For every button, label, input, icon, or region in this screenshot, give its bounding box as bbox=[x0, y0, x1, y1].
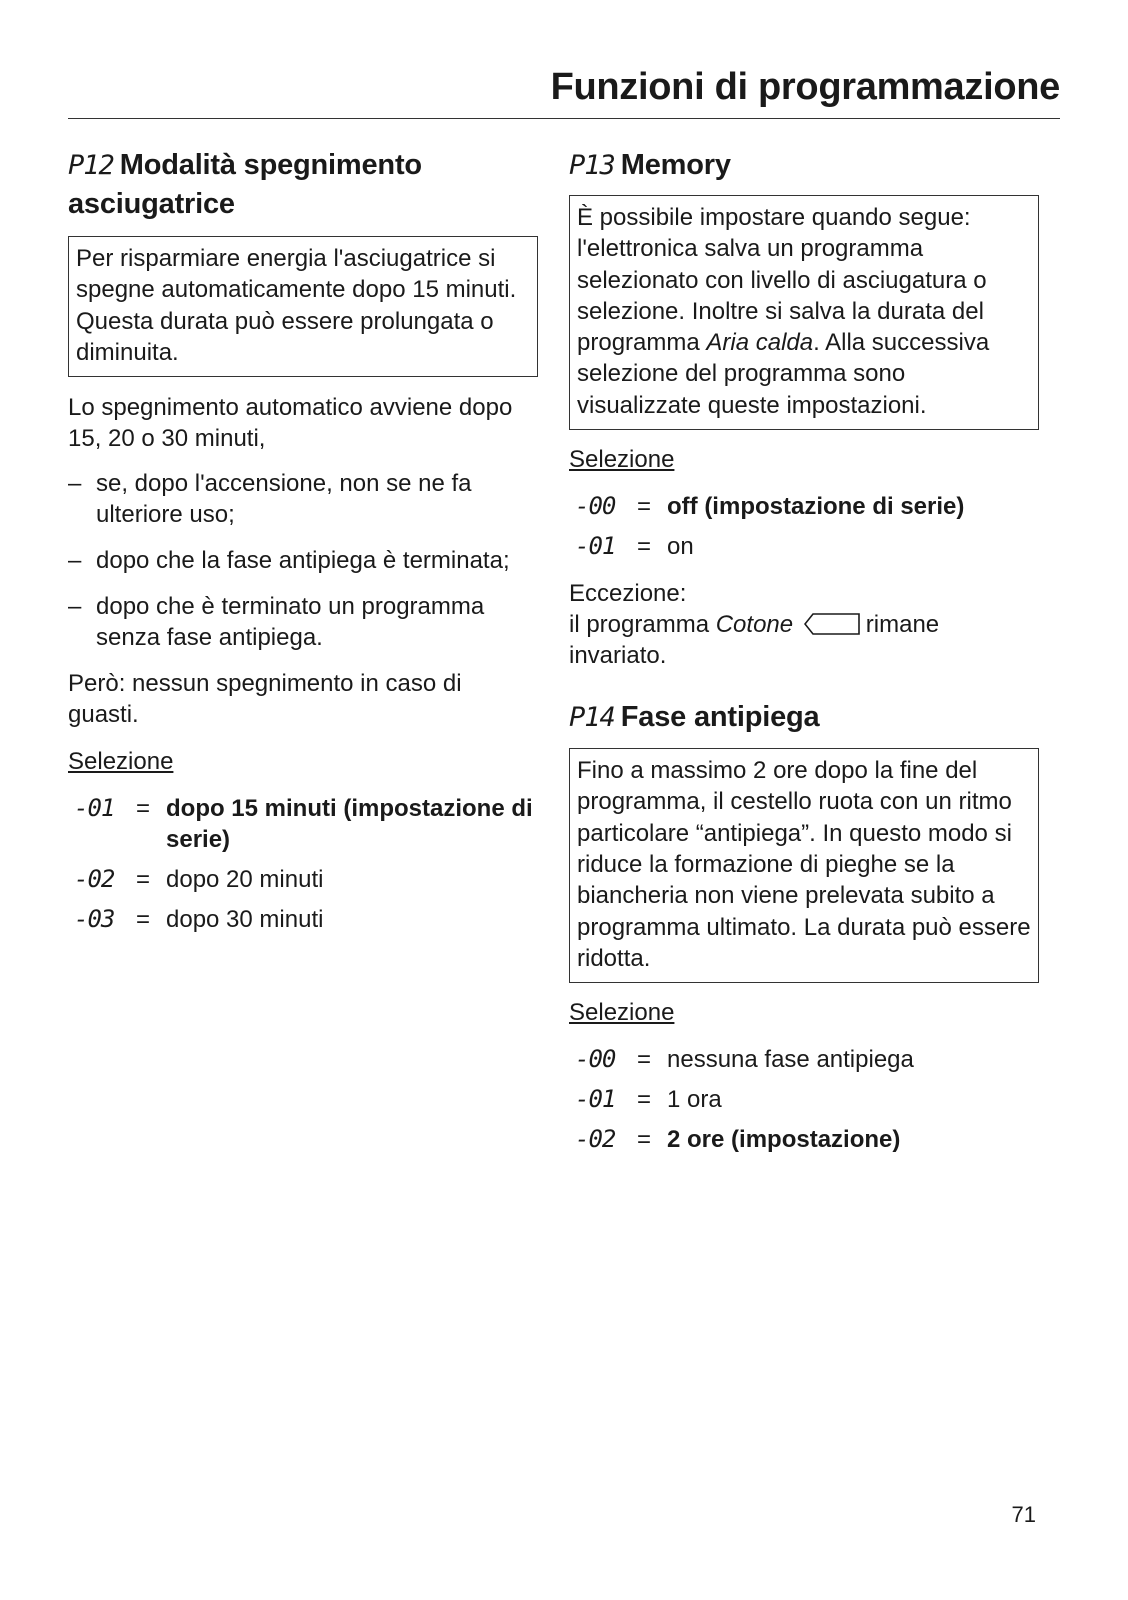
p13-note-box bbox=[569, 195, 1039, 430]
p14-title: Fase antipiega bbox=[620, 701, 820, 734]
p12-option bbox=[68, 864, 538, 895]
p13-option bbox=[569, 531, 1039, 562]
bullet-dash: – bbox=[68, 593, 82, 621]
option-equals: = bbox=[136, 795, 151, 823]
p13-note-text: È possibile impostare quando segue: l'elettronica salva un programma selezionato con livello di asciugatura o selezione. Inoltre si salva la durata del programma bbox=[577, 204, 987, 357]
p12-pero-note: Però: nessun spegnimento in caso di guasti. bbox=[68, 670, 462, 729]
option-text: dopo 20 minuti bbox=[166, 866, 324, 894]
p14-heading bbox=[569, 698, 1039, 737]
p12-heading bbox=[68, 146, 538, 223]
option-equals: = bbox=[637, 1086, 652, 1114]
option-code: -03 bbox=[74, 905, 115, 934]
option-equals: = bbox=[136, 866, 151, 894]
p13-note-italic: Aria calda bbox=[706, 329, 814, 357]
bullet-text: dopo che è terminato un programma senza fase antipiega. bbox=[96, 593, 485, 652]
option-code: -01 bbox=[575, 532, 616, 561]
option-equals: = bbox=[637, 493, 652, 521]
page-header-title: Funzioni di programmazione bbox=[550, 66, 1060, 108]
list-item bbox=[68, 591, 538, 653]
p13-option bbox=[569, 491, 1039, 522]
bullet-dash: – bbox=[68, 547, 82, 575]
list-item bbox=[68, 468, 538, 530]
p13-note-text-end: . Alla successiva selezione del programma sono visualizzate queste impostazioni. bbox=[577, 329, 990, 419]
option-text: on bbox=[667, 533, 694, 561]
option-equals: = bbox=[637, 533, 652, 561]
p14-option bbox=[569, 1124, 1039, 1155]
p12-note-box bbox=[68, 236, 538, 377]
p12-selection-label: Selezione bbox=[68, 748, 174, 776]
p14-selection-label: Selezione bbox=[569, 999, 675, 1027]
section-p12 bbox=[68, 146, 538, 944]
option-equals: = bbox=[637, 1046, 652, 1074]
option-equals: = bbox=[637, 1126, 652, 1154]
p14-note-text: Fino a massimo 2 ore dopo la fine del programma, il cestello ruota con un ritmo particolare “antipiega”. In questo modo si riduce la formazione di pieghe se la biancheria non viene prelevata subito a programma ultimato. La durata può essere ridotta. bbox=[577, 757, 1031, 972]
option-code: -02 bbox=[575, 1125, 616, 1154]
p13-selection-label: Selezione bbox=[569, 446, 675, 474]
bullet-text: se, dopo l'accensione, non se ne fa ulteriore uso; bbox=[96, 470, 472, 529]
p13-code: P13 bbox=[569, 150, 615, 181]
p14-option bbox=[569, 1044, 1039, 1075]
option-code: -00 bbox=[575, 492, 616, 521]
option-equals: = bbox=[136, 906, 151, 934]
p13-heading bbox=[569, 146, 1039, 185]
option-code: -01 bbox=[575, 1085, 616, 1114]
list-item bbox=[68, 545, 538, 576]
p12-option bbox=[68, 904, 538, 935]
option-text: nessuna fase antipiega bbox=[667, 1046, 914, 1074]
exception-text-start: il programma bbox=[569, 611, 716, 639]
exception-text-end: rimane invariato. bbox=[569, 611, 940, 670]
option-code: -01 bbox=[74, 794, 115, 823]
option-code: -02 bbox=[74, 865, 115, 894]
cotone-button-icon bbox=[804, 613, 860, 635]
option-text: 1 ora bbox=[667, 1086, 722, 1114]
page-number: 71 bbox=[1011, 1502, 1036, 1527]
p14-option bbox=[569, 1084, 1039, 1115]
p13-exception-text bbox=[569, 609, 1039, 671]
p12-code: P12 bbox=[68, 150, 114, 181]
bullet-dash: – bbox=[68, 470, 82, 498]
p12-title: Modalità spegnimento asciugatrice bbox=[68, 149, 422, 220]
p12-option bbox=[68, 793, 538, 855]
option-text: dopo 30 minuti bbox=[166, 906, 324, 934]
p14-code: P14 bbox=[569, 702, 615, 734]
section-p13-p14 bbox=[569, 146, 1039, 1164]
option-text: 2 ore (impostazione) bbox=[667, 1126, 901, 1154]
p13-exception-label: Eccezione: bbox=[569, 580, 687, 608]
p12-bullet-list bbox=[68, 468, 538, 653]
p14-note-box bbox=[569, 748, 1039, 983]
header-divider bbox=[68, 118, 1060, 119]
p12-intro: Lo spegnimento automatico avviene dopo 15, 20 o 30 minuti, bbox=[68, 394, 513, 453]
option-code: -00 bbox=[575, 1045, 616, 1074]
p13-title: Memory bbox=[620, 149, 731, 181]
option-text: off (impostazione di serie) bbox=[667, 493, 965, 521]
exception-italic: Cotone bbox=[715, 611, 794, 639]
p12-note-text: Per risparmiare energia l'asciugatrice si spegne automaticamente dopo 15 minuti. Questa durata può essere prolungata o diminuita. bbox=[76, 245, 517, 366]
bullet-text: dopo che la fase antipiega è terminata; bbox=[96, 547, 510, 575]
option-text: dopo 15 minuti (impostazione di serie) bbox=[166, 795, 533, 854]
